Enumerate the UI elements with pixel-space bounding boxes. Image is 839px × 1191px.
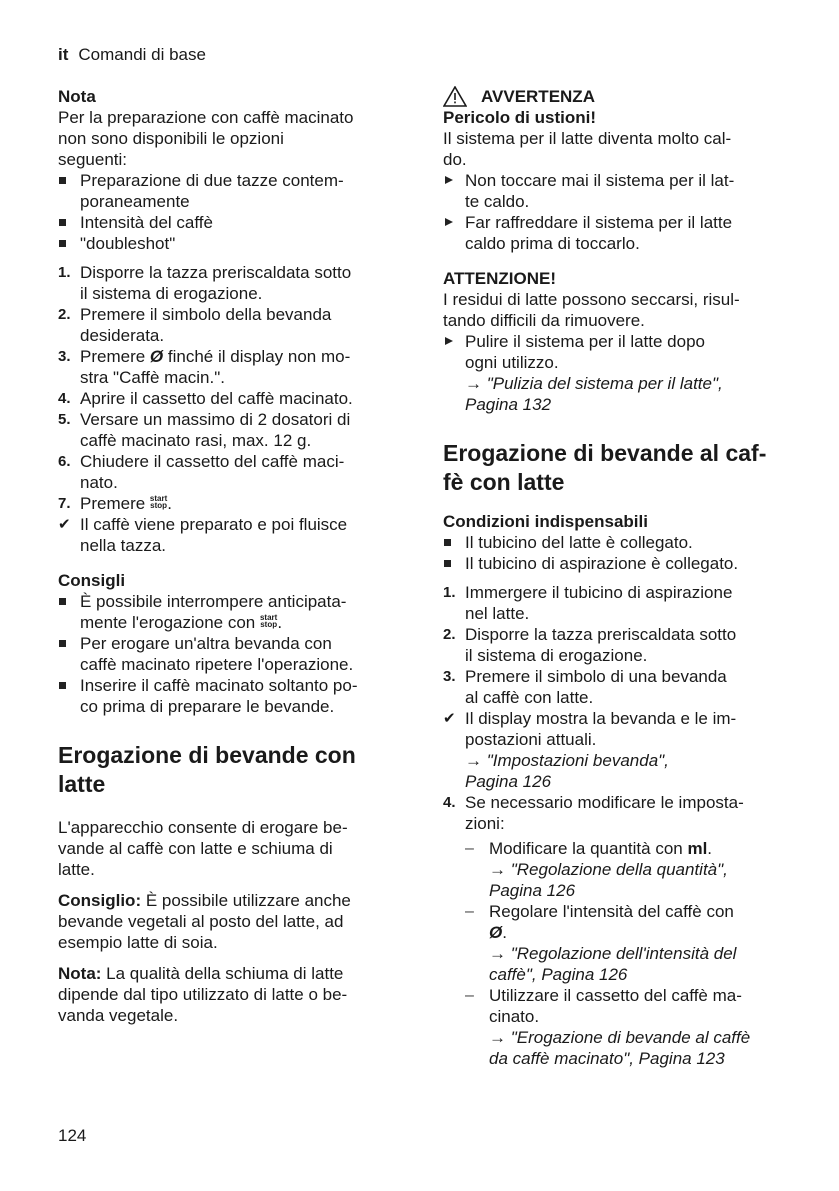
cross-reference: → "Impostazioni bevanda",: [465, 751, 669, 770]
sub-item: – Utilizzare il cassetto del caffè ma- cinato. → "Erogazione di bevande al caffè da caffè macinato", Pagina 123: [465, 986, 751, 1068]
note-text: Nota: La qualità della schiuma di latte dipende dal tipo utilizzato di latte o be- vanda vegetale.: [58, 964, 348, 1025]
result-item: ✔ Il caffè viene preparato e poi fluisce nella tazza.: [58, 515, 348, 555]
section-heading: Erogazione di bevande al caf- fè con latte: [443, 440, 767, 495]
step-item: 2. Disporre la tazza preriscaldata sotto il sistema di erogazione.: [443, 625, 737, 665]
left-column: [58, 86, 403, 1026]
section-heading: Erogazione di bevande con latte: [58, 742, 356, 797]
sub-item: – Modificare la quantità con ml. → "Regolazione della quantità", Pagina 126: [465, 839, 728, 900]
list-item: Non toccare mai il sistema per il lat- te caldo.: [443, 170, 793, 212]
list-item: Il tubicino del latte è collegato.: [443, 532, 793, 553]
intro-text: L'apparecchio consente di erogare be- vande al caffè con latte e schiuma di latte.: [58, 818, 348, 879]
list-item: Il tubicino di aspirazione è collegato.: [443, 553, 793, 574]
consigli-heading: Consigli: [58, 571, 126, 590]
page-header: [58, 45, 206, 65]
ml-key-label: ml: [687, 839, 708, 858]
bullet-icon: [59, 219, 66, 226]
step-item: 3. Premere Ø finché il display non mo- stra "Caffè macin.".: [58, 347, 351, 387]
list-item: "doubleshot": [58, 233, 403, 254]
list-item: Far raffreddare il sistema per il latte caldo prima di toccarlo.: [443, 212, 793, 254]
list-item: Pulire il sistema per il latte dopo ogni utilizzo. → "Pulizia del sistema per il latte", Pagina 132: [443, 331, 793, 415]
arrow-bullet-icon: [445, 218, 453, 226]
bullet-icon: [444, 560, 451, 567]
arrow-bullet-icon: [445, 337, 453, 345]
conditions-heading: Condizioni indispensabili: [443, 512, 648, 531]
list-item: Per erogare un'altra bevanda con caffè macinato ripetere l'operazione.: [58, 633, 403, 675]
list-item: Preparazione di due tazze contem- poraneamente: [58, 170, 403, 212]
bullet-icon: [59, 177, 66, 184]
language-tag: it: [58, 45, 69, 64]
bullet-icon: [59, 682, 66, 689]
right-column: [443, 86, 793, 1069]
section-title: Comandi di base: [78, 45, 206, 64]
dash-icon: –: [465, 987, 474, 1004]
nota-text: Per la preparazione con caffè macinato non sono disponibili le opzioni seguenti:: [58, 108, 354, 169]
bullet-icon: [59, 640, 66, 647]
strength-icon: Ø: [489, 923, 503, 942]
step-item: 2. Premere il simbolo della bevanda desiderata.: [58, 305, 332, 345]
step-item: 1. Disporre la tazza preriscaldata sotto il sistema di erogazione.: [58, 263, 352, 303]
step-item: 6. Chiudere il cassetto del caffè maci- nato.: [58, 452, 345, 492]
step-item: 3. Premere il simbolo di una bevanda al caffè con latte.: [443, 667, 727, 707]
start-stop-icon: start stop: [259, 613, 278, 629]
dash-icon: –: [465, 903, 474, 920]
cross-reference: → "Regolazione della quantità",: [489, 860, 728, 879]
attention-heading: ATTENZIONE!: [443, 269, 557, 288]
warning-heading: AVVERTENZA: [443, 86, 793, 107]
attention-text: I residui di latte possono seccarsi, risul- tando difficili da rimuovere.: [443, 290, 740, 330]
check-icon: ✔: [443, 710, 456, 727]
start-stop-icon: start stop: [149, 494, 168, 510]
list-item: Inserire il caffè macinato soltanto po- co prima di preparare le bevande.: [58, 675, 403, 717]
tip-text: Consiglio: È possibile utilizzare anche bevande vegetali al posto del latte, ad esempio latte di soia.: [58, 891, 351, 952]
strength-icon: Ø: [149, 347, 164, 366]
list-item: Intensità del caffè: [58, 212, 403, 233]
step-item: 5. Versare un massimo di 2 dosatori di caffè macinato rasi, max. 12 g.: [58, 410, 351, 450]
step-item: 1. Immergere il tubicino di aspirazione nel latte.: [443, 583, 733, 623]
nota-heading: Nota: [58, 87, 96, 106]
step-item: 4. Aprire il cassetto del caffè macinato.: [58, 389, 353, 408]
list-item: È possibile interrompere anticipata- mente l'erogazione con start stop.: [58, 591, 403, 633]
step-item: 4. Se necessario modificare le imposta- zioni:: [443, 793, 744, 833]
page-number: 124: [58, 1126, 87, 1145]
cross-reference: → "Pulizia del sistema per il latte",: [465, 374, 723, 393]
cross-reference: → "Erogazione di bevande al caffè: [489, 1028, 751, 1047]
bullet-icon: [59, 240, 66, 247]
warning-icon: [443, 86, 467, 107]
bullet-icon: [444, 539, 451, 546]
arrow-bullet-icon: [445, 176, 453, 184]
sub-item: – Regolare l'intensità del caffè con Ø. → "Regolazione dell'intensità del caffè", Pagina 126: [465, 902, 737, 984]
cross-reference: → "Regolazione dell'intensità del: [489, 944, 737, 963]
dash-icon: –: [465, 840, 474, 857]
warning-text: Il sistema per il latte diventa molto cal- do.: [443, 129, 732, 169]
bullet-icon: [59, 598, 66, 605]
step-item: 7. Premere start stop.: [58, 494, 172, 513]
result-item: ✔ Il display mostra la bevanda e le im- postazioni attuali. → "Impostazioni bevanda", Pagina 126: [443, 709, 737, 791]
check-icon: ✔: [58, 516, 71, 533]
warning-subtitle: Pericolo di ustioni!: [443, 108, 597, 127]
